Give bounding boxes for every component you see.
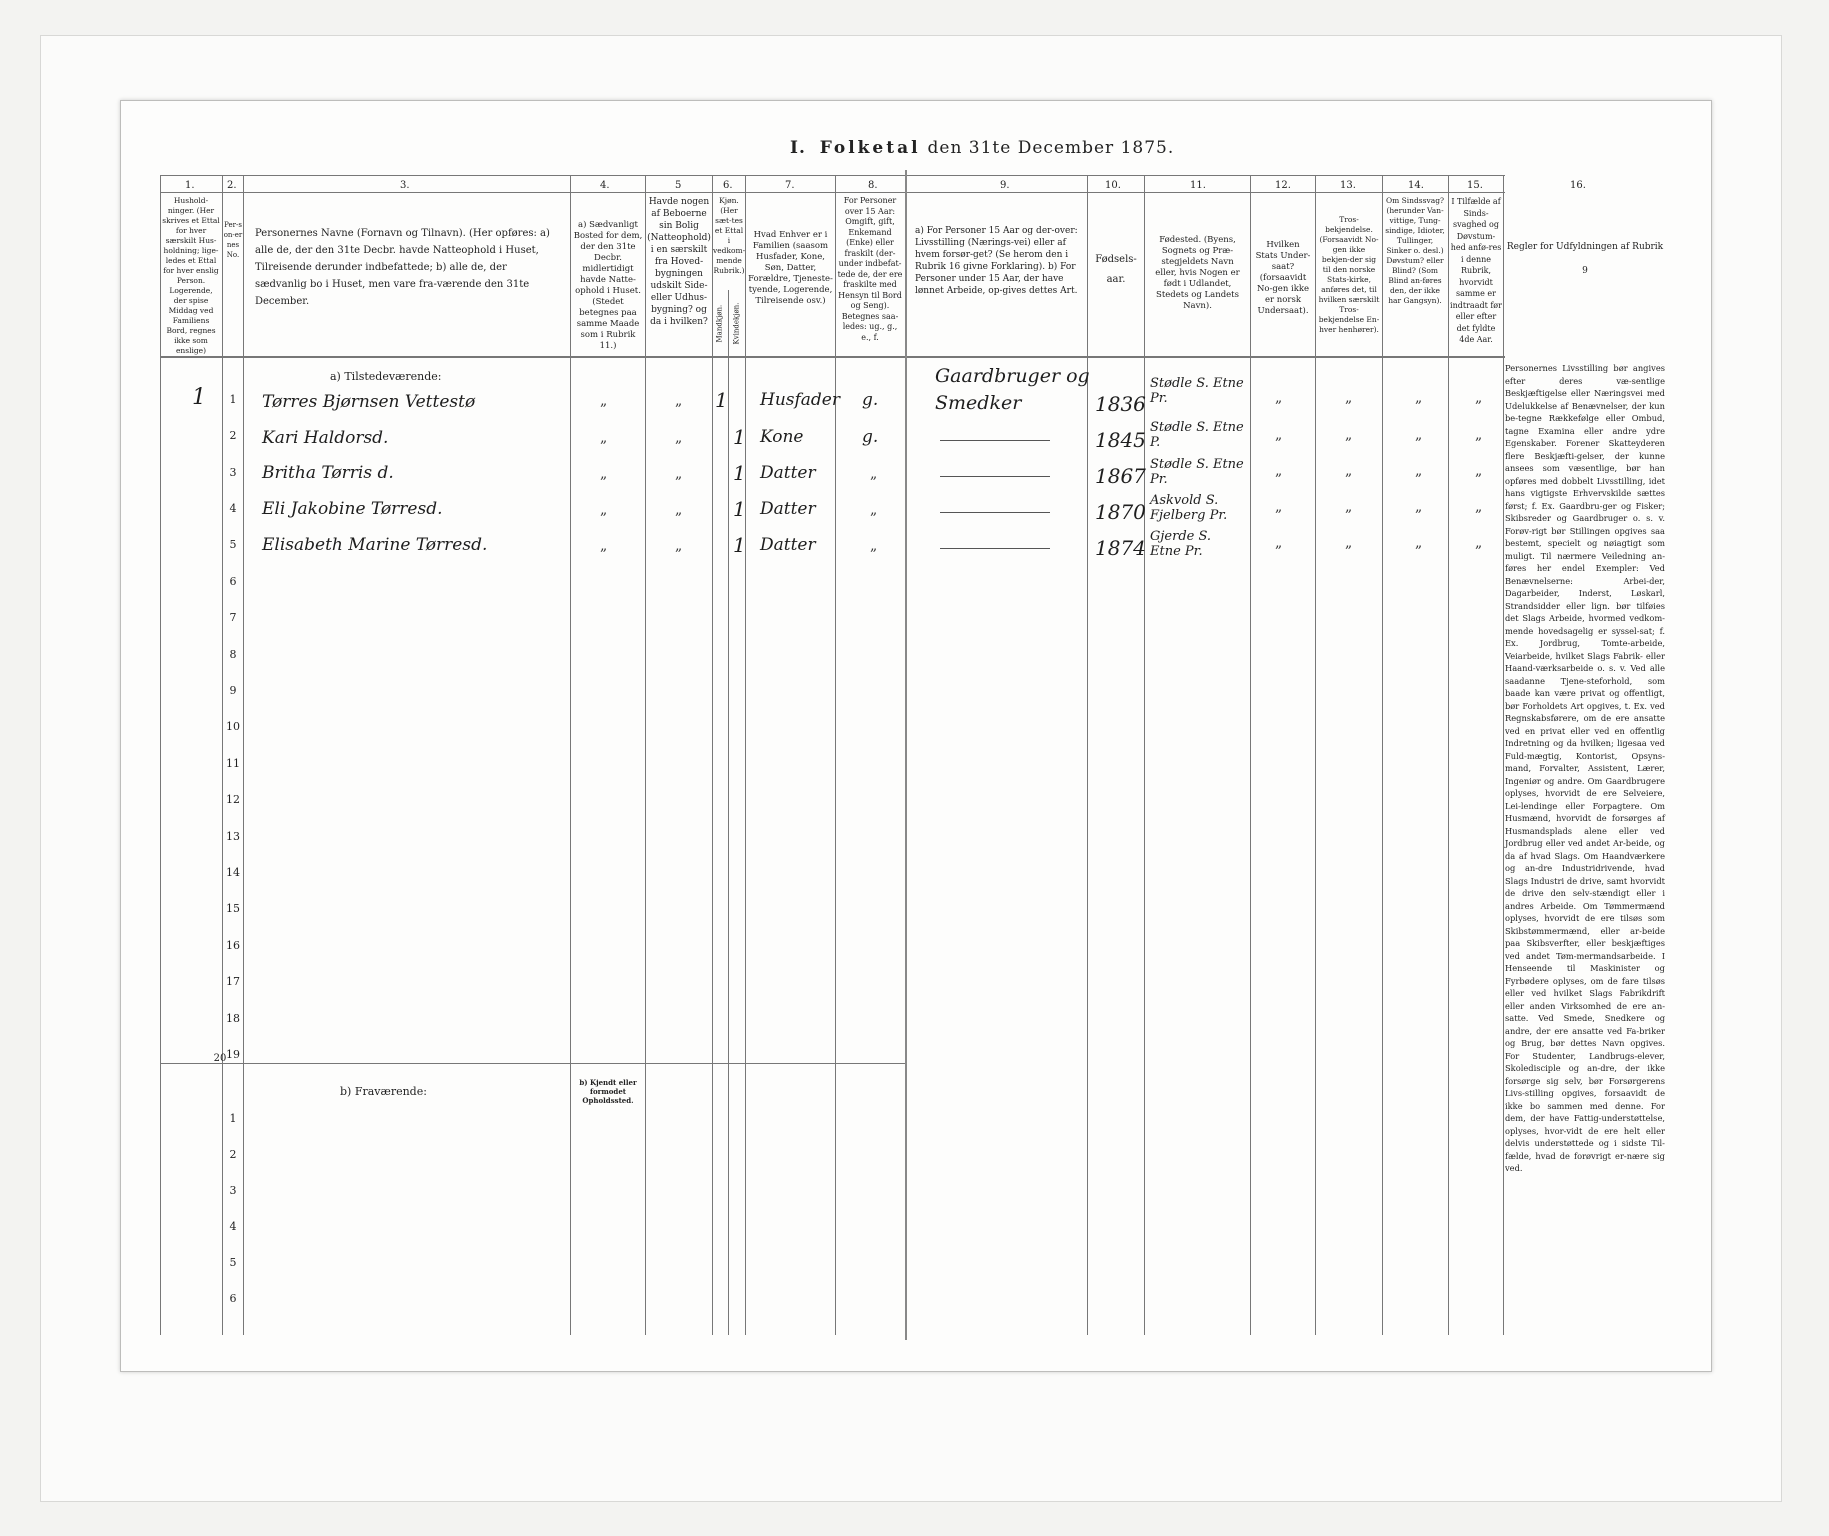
- person-name: Kari Haldorsd.: [262, 428, 389, 448]
- column-number: 2.: [227, 180, 237, 191]
- absent-row-number: 1: [229, 1112, 237, 1125]
- column-number: 1.: [185, 180, 195, 191]
- absent-row-number: 5: [229, 1256, 237, 1269]
- ditto-mark: „: [1345, 427, 1353, 443]
- ditto-mark: „: [675, 538, 683, 554]
- ditto-mark: „: [1345, 499, 1353, 515]
- birthplace: Stødle S. Etne Pr.: [1150, 376, 1244, 406]
- family-role: Datter: [760, 535, 816, 555]
- column-number: 13.: [1340, 180, 1356, 191]
- ditto-mark: „: [1415, 390, 1423, 406]
- column-number: 14.: [1408, 180, 1424, 191]
- person-name: Eli Jakobine Tørresd.: [262, 499, 443, 519]
- ditto-mark: „: [1415, 463, 1423, 479]
- col-divider: [1144, 175, 1145, 1335]
- col-divider: [728, 290, 729, 1335]
- blank-dash: [940, 440, 1050, 441]
- col-divider: [645, 175, 646, 1335]
- row-number: 14: [226, 866, 240, 879]
- absent-residence-header: b) Kjendt eller formodet Opholdssted.: [579, 1078, 637, 1105]
- header-person-no: Per-son-ernes No.: [223, 221, 243, 259]
- column-number: 7.: [785, 180, 795, 191]
- ditto-mark: „: [1275, 499, 1283, 515]
- row-number: 11: [226, 757, 240, 770]
- header-sex-male: Mandkjøn.: [715, 304, 724, 343]
- section-present: a) Tilstedeværende:: [330, 370, 442, 383]
- blank-dash: [940, 548, 1050, 549]
- header-occupation: a) For Personer 15 Aar og der-over: Livsstilling (Nærings-vei) eller af hvem forsør-get? (Se herom den i Rubrik 16 givne Forklaring). b) For Personer under 15 Aar, der have lønnet Arbeide, op-gives dettes Art.: [915, 226, 1078, 296]
- ditto-mark: „: [600, 538, 608, 554]
- rules-text: Personernes Livsstilling bør angives efter deres væ-sentlige Beskjæftigelse eller Næringsvei med Udelukkelse af Benævnelser, der kun be-tegne Rækkefølge eller Ombud, tagne Examina eller andre ydre Egenskaber. Forener Skatteyderen flere Beskjæfti-gelser, der kunne ansees som væsentlige, bør han opføres med dobbelt Livsstilling, idet hans vigtigste Erhvervskilde sættes først; f. Ex. Gaardbru-ger og Fisker; Skibsreder og Gaardbruger o. s. v. Forøv-rigt bør Stillingen opgives saa bestemt, specielt og nøiagtigt som muligt. Til nærmere Veiledning an-føres her endel Exempler: Ved Benævnelserne: Arbei-der, Dagarbeider, Inderst, Løskarl, Strandsidder eller lign. bør tilføies det Slags Arbeide, hvormed vedkom-mende hovedsagelig er syssel-sat; f. Ex. Jordbrug, Tomte-arbeide, Veiarbeide, hvilket Slags Fabrik- eller Haand-værksarbeide o. s. v. Ved alle saadanne Tjene-steforhold, som baade kan være privat og offentligt, bør Forholdets Art opgives, t. Ex. ved Regnskabsførere, om de ere ansatte ved en privat eller ved en offentlig Indretning og da hvilken; ligesaa ved Fuld-mægtig, Kontorist, Opsyns-mand, Forvalter, Assistent, Lærer, Ingeniør og andre. Om Gaardbrugere oplyses, hvorvidt de ere Selveiere, Lei-lendinge eller Forpagtere. Om Husmænd, hvorvidt de forsørges af Husmandsplads alene eller ved Jordbrug eller ved andet Ar-beide, og da af hvad Slags. Om Haandværkere og an-dre Industridrivende, hvad Slags Industri de drive, samt hvorvidt de drive den selv-stændigt eller i andres Arbeide. Om Tømmermænd oplyses, hvorvidt de ere tilsøs som Skibstømmermænd, eller ar-beide paa Skibsverfter, eller beskjæftiges ved andet Tøm-mermandsarbeide. I Henseende til Maskinister og Fyrbødere oplyses, om de fare tilsøs eller ved hvilket Slags Fabrikdrift eller anden Virksomhed de ere an-satte. Ved Smede, Snedkere og andre, der ere ansatte ved Fa-briker og Brug, bør dettes Navn opgives. For Studenter, Landbrugs-elever, Skoledisciple og an-dre, der ikke forsørge sig selv, bør Forsørgerens Livs-stilling opgives, forsaavidt de ikke bo sammen med denne. For dem, der have Fattig-understøttelse, oplyses, hvor-vidt de ere helt eller delvis understøttede og i sidste Til-fælde, hvad de forøvrigt er-nære sig ved.: [1505, 363, 1665, 1173]
- ditto-mark: „: [870, 538, 878, 554]
- birth-year: 1874: [1095, 536, 1146, 560]
- birthplace: Stødle S. Etne P.: [1150, 420, 1244, 450]
- col-divider: [1315, 175, 1316, 1335]
- ditto-mark: „: [675, 393, 683, 409]
- row-number: 15: [226, 902, 240, 915]
- col-divider: [222, 175, 223, 1335]
- row-number: 1: [229, 393, 237, 406]
- row-number: 16: [226, 939, 240, 952]
- header-disability: Om Sindssvag? (herunder Van-vittige, Tung-sindige, Idioter, Tullinger, Sinker o. desl.) Døvstum? eller Blind? (Som Blind an-føres den, der ikke har Gangsyn).: [1385, 196, 1445, 305]
- ditto-mark: „: [1475, 499, 1483, 515]
- absent-row-number: 6: [229, 1292, 237, 1305]
- blank-dash: [940, 512, 1050, 513]
- ditto-mark: „: [1415, 499, 1423, 515]
- col-divider: [160, 175, 161, 1335]
- sex-female-mark: 1: [733, 533, 746, 557]
- ditto-mark: „: [1275, 390, 1283, 406]
- ditto-mark: „: [1415, 535, 1423, 551]
- ditto-mark: „: [1345, 390, 1353, 406]
- col-divider: [1448, 175, 1449, 1335]
- header-family-role: Hvad Enhver er i Familien (saasom Husfader, Kone, Søn, Datter, Forældre, Tjeneste-tyende, Logerende, Tilreisende osv.): [748, 230, 833, 306]
- row-number: 17: [226, 975, 240, 988]
- person-name: Elisabeth Marine Tørresd.: [262, 535, 488, 555]
- header-usual-residence: a) Sædvanligt Bosted for dem, der den 31te Decbr. midlertidigt havde Natte-ophold i Huset. (Stedet betegnes paa samme Maade som i Rubrik 11.): [573, 220, 643, 351]
- header-citizenship: Hvilken Stats Under-saat? (forsaavidt No-gen ikke er norsk Undersaat).: [1255, 240, 1311, 316]
- header-outbuilding: Havde nogen af Beboerne sin Bolig (Natteophold) i en særskilt fra Hoved-bygningen udskilt Side-eller Udhus-bygning? og da i hvilken?: [647, 197, 711, 327]
- absent-row-number: 2: [229, 1148, 237, 1161]
- row-number: 8: [229, 648, 237, 661]
- ditto-mark: „: [600, 393, 608, 409]
- ditto-mark: „: [675, 466, 683, 482]
- header-disability-onset: I Tilfælde af Sinds-svaghed og Døvstum-hed anfø-res i denne Rubrik, hvorvidt samme er indtraadt før eller efter det fyldte 4de Aar.: [1450, 197, 1502, 344]
- column-number: 3.: [400, 180, 410, 191]
- absent-row-number: 4: [229, 1220, 237, 1233]
- family-role: Kone: [760, 427, 804, 447]
- row-number: 4: [229, 502, 237, 515]
- header-rules: Regler for Udfyldningen af Rubrik 9: [1506, 242, 1664, 276]
- col-divider: [1087, 175, 1088, 1335]
- birthplace: Askvold S. Fjelberg Pr.: [1150, 493, 1228, 523]
- col-divider: [1250, 175, 1251, 1335]
- col-divider: [835, 175, 836, 1335]
- header-bottom-rule: [160, 356, 1505, 358]
- header-birth-year: Fødsels-aar.: [1095, 254, 1137, 285]
- row-number: 19: [226, 1048, 240, 1061]
- blank-dash: [940, 476, 1050, 477]
- col-divider: [1382, 175, 1383, 1335]
- row-number: 10: [226, 720, 240, 733]
- occupation: Smedker: [935, 392, 1022, 414]
- ditto-mark: „: [1475, 535, 1483, 551]
- ditto-mark: „: [600, 502, 608, 518]
- column-number: 8.: [868, 180, 878, 191]
- col-divider: [712, 175, 713, 1335]
- column-number: 6.: [723, 180, 733, 191]
- absent-row-number: 3: [229, 1184, 237, 1197]
- birth-year: 1870: [1095, 500, 1146, 524]
- form-title: I. Folketal den 31te December 1875.: [790, 138, 1175, 158]
- section-absent: b) Fraværende:: [340, 1085, 427, 1098]
- column-number: 10.: [1105, 180, 1121, 191]
- header-number-rule: [160, 192, 1505, 193]
- birthplace: Stødle S. Etne Pr.: [1150, 457, 1244, 487]
- row-number: 2: [229, 429, 237, 442]
- ditto-mark: „: [870, 502, 878, 518]
- ditto-mark: „: [1275, 427, 1283, 443]
- sex-female-mark: 1: [733, 461, 746, 485]
- ditto-mark: „: [1345, 463, 1353, 479]
- row-number: 3: [229, 466, 237, 479]
- header-top-rule: [160, 175, 1505, 176]
- row-number: 7: [229, 611, 237, 624]
- sex-female-mark: 1: [733, 425, 746, 449]
- col-divider: [1503, 175, 1504, 1335]
- row-number: 18: [226, 1012, 240, 1025]
- header-religion: Tros-bekjendelse. (Forsaavidt No-gen ikke bekjen-der sig til den norske Stats-kirke, anføres det, til hvilken særskilt Tros-bekjendelse En-hver henhører).: [1318, 215, 1380, 334]
- column-number: 11.: [1190, 180, 1206, 191]
- family-role: Datter: [760, 499, 816, 519]
- header-marital-status: For Personer over 15 Aar: Omgift, gift, Enkemand (Enke) eller fraskilt (der-under indbefat-tede de, der ere fraskilte med Hensyn til Bord og Seng). Betegnes saa-ledes: ug., g., e., f.: [837, 196, 903, 342]
- marital-status: g.: [862, 390, 879, 410]
- row-number: 13: [226, 830, 240, 843]
- marital-status: g.: [862, 427, 879, 447]
- household-count: 1: [192, 385, 206, 410]
- column-number: 4.: [600, 180, 610, 191]
- ditto-mark: „: [675, 502, 683, 518]
- row-number: 5: [229, 538, 237, 551]
- birth-year: 1845: [1095, 428, 1146, 452]
- header-sex-female: Kvindekjøn.: [732, 302, 741, 345]
- ditto-mark: „: [1475, 427, 1483, 443]
- ditto-mark: „: [1345, 535, 1353, 551]
- person-name: Tørres Bjørnsen Vettestø: [262, 392, 476, 412]
- ditto-mark: „: [1475, 390, 1483, 406]
- header-households: Hushold-ninger. (Her skrives et Ettal for hver særskilt Hus-holdning; lige-ledes et Ettal for hver enslig Person. Logerende, der spise Middag ved Familiens Bord, regnes ikke som enslige): [162, 196, 220, 355]
- column-number: 12.: [1275, 180, 1291, 191]
- ditto-mark: „: [675, 430, 683, 446]
- column-number: 9.: [1000, 180, 1010, 191]
- ditto-mark: „: [1415, 427, 1423, 443]
- ditto-mark: „: [870, 466, 878, 482]
- header-birthplace: Fødested. (Byens, Sognets og Præ-stegjeldets Navn eller, hvis Nogen er født i Udlandet, Stedets og Landets Navn).: [1155, 235, 1240, 311]
- column-number: 16.: [1570, 180, 1586, 191]
- occupation: Gaardbruger og: [935, 365, 1090, 387]
- col-divider: [570, 175, 571, 1335]
- family-role: Datter: [760, 463, 816, 483]
- birth-year: 1836: [1095, 392, 1146, 416]
- family-role: Husfader: [760, 390, 840, 410]
- sex-male-mark: 1: [715, 388, 728, 412]
- sex-female-mark: 1: [733, 497, 746, 521]
- header-sex: Kjøn. (Her sæt-tes et Ettal i vedkom-mende Rubrik.): [713, 196, 746, 275]
- column-number: 15.: [1467, 180, 1483, 191]
- row-number: 20: [213, 1053, 227, 1064]
- column-number: 5: [675, 180, 682, 191]
- row-number: 9: [229, 684, 237, 697]
- row-number: 6: [229, 575, 237, 588]
- absent-section-rule: [160, 1063, 905, 1064]
- ditto-mark: „: [600, 430, 608, 446]
- ditto-mark: „: [1475, 463, 1483, 479]
- birthplace: Gjerde S. Etne Pr.: [1150, 529, 1212, 559]
- ditto-mark: „: [1275, 463, 1283, 479]
- birth-year: 1867: [1095, 464, 1146, 488]
- ditto-mark: „: [600, 466, 608, 482]
- col-divider: [745, 175, 746, 1335]
- person-name: Britha Tørris d.: [262, 463, 394, 483]
- row-number: 12: [226, 793, 240, 806]
- page-gutter: [905, 170, 907, 1340]
- ditto-mark: „: [1275, 535, 1283, 551]
- col-divider: [243, 175, 244, 1335]
- header-names: Personernes Navne (Fornavn og Tilnavn). (Her opføres: a) alle de, der den 31te Decbr. havde Natteophold i Huset, Tilreisende derunder indbefattede; b) alle de, der sædvanlig bo i Huset, men vare fra-værende den 31te December.: [255, 228, 550, 307]
